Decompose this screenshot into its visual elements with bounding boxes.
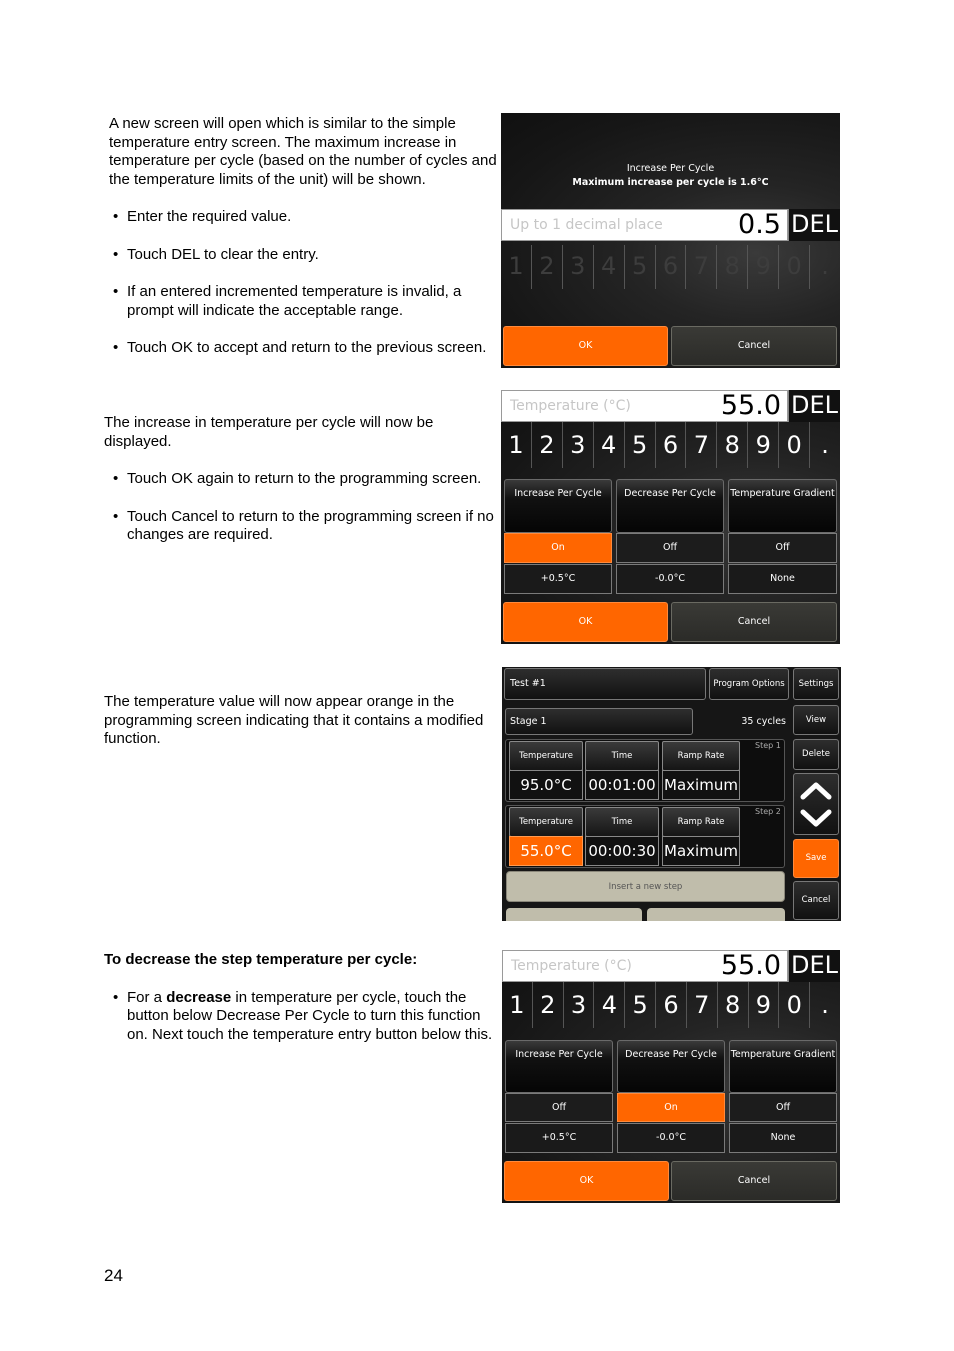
decrease-per-cycle-card bbox=[617, 1040, 725, 1093]
gradient-label: Temperature Gradient bbox=[730, 488, 835, 499]
increase-label: Increase Per Cycle bbox=[515, 1049, 603, 1060]
key-1[interactable]: 1 bbox=[501, 245, 532, 289]
ok-button[interactable]: OK bbox=[503, 602, 668, 642]
scroll-control bbox=[793, 773, 839, 835]
section2-bullets bbox=[104, 470, 494, 545]
key-7[interactable]: 7 bbox=[687, 982, 718, 1028]
key-7[interactable]: 7 bbox=[686, 245, 717, 289]
key-0[interactable]: 0 bbox=[779, 245, 810, 289]
gradient-label: Temperature Gradient bbox=[730, 1049, 836, 1060]
key-4[interactable]: 4 bbox=[594, 245, 625, 289]
increase-per-cycle-card bbox=[504, 479, 612, 533]
stage-name[interactable]: Stage 1 bbox=[505, 708, 693, 735]
temperature-placeholder: Temperature (°C) bbox=[510, 398, 631, 414]
key-dot[interactable]: . bbox=[821, 252, 829, 280]
scroll-up-icon[interactable] bbox=[794, 776, 838, 804]
step-2-time-header: Time bbox=[585, 807, 659, 837]
step-1-time-button[interactable]: 00:01:00 bbox=[585, 770, 659, 800]
bullet-bold: decrease bbox=[166, 988, 232, 1006]
section4-heading: To decrease the step temperature per cycle: bbox=[104, 951, 418, 968]
cancel-button[interactable]: Cancel bbox=[671, 1161, 837, 1201]
key-9[interactable]: 9 bbox=[748, 245, 779, 289]
section1-text bbox=[109, 115, 499, 358]
bullet-ok: • Touch OK to accept and return to the previous screen. bbox=[109, 339, 499, 358]
screen-decrease-options bbox=[502, 950, 840, 1203]
key-1[interactable]: 1 bbox=[501, 422, 532, 468]
step-2-label: Step 2 bbox=[755, 807, 781, 816]
delete-button[interactable]: Delete bbox=[793, 739, 839, 770]
increase-toggle[interactable]: Off bbox=[505, 1093, 613, 1122]
key-9[interactable]: 9 bbox=[748, 422, 779, 468]
del-button[interactable]: DEL bbox=[788, 390, 840, 422]
insert-step-button[interactable]: Insert a new step bbox=[506, 871, 785, 902]
decrease-toggle[interactable]: Off bbox=[616, 533, 724, 563]
section2-text bbox=[104, 414, 494, 545]
increase-placeholder: Up to 1 decimal place bbox=[510, 217, 663, 233]
increase-toggle[interactable]: On bbox=[504, 533, 612, 563]
increase-value-field[interactable] bbox=[501, 209, 788, 241]
increase-label: Increase Per Cycle bbox=[514, 488, 602, 499]
key-6[interactable]: 6 bbox=[656, 245, 687, 289]
partial-button-right[interactable] bbox=[647, 908, 785, 921]
key-6[interactable]: 6 bbox=[656, 982, 687, 1028]
increase-value: 0.5 bbox=[738, 209, 781, 240]
bullet-decrease bbox=[109, 989, 496, 1045]
key-3[interactable]: 3 bbox=[563, 422, 594, 468]
gradient-value-button[interactable]: None bbox=[729, 1123, 837, 1153]
section4-text bbox=[104, 951, 496, 1044]
cancel-button[interactable]: Cancel bbox=[671, 326, 837, 366]
key-2[interactable]: 2 bbox=[533, 982, 564, 1028]
bullet-rest: in temperature per cycle, touch the button below Decrease Per Cycle to turn this function on. Next touch the temperature entry button below this. bbox=[127, 988, 493, 1043]
key-8[interactable]: 8 bbox=[717, 422, 748, 468]
key-6[interactable]: 6 bbox=[656, 422, 687, 468]
increase-title: Increase Per Cycle bbox=[626, 163, 715, 174]
program-options-button[interactable]: Program Options bbox=[709, 668, 789, 700]
key-5[interactable]: 5 bbox=[625, 422, 656, 468]
key-2[interactable]: 2 bbox=[532, 422, 563, 468]
temperature-gradient-card bbox=[728, 479, 837, 533]
gradient-toggle[interactable]: Off bbox=[728, 533, 837, 563]
temperature-field[interactable] bbox=[501, 390, 788, 422]
temperature-field[interactable] bbox=[502, 950, 788, 982]
keypad-dim bbox=[501, 245, 840, 289]
step-2-temperature-header: Temperature bbox=[509, 807, 583, 837]
screen-increase-entry bbox=[501, 113, 840, 368]
screen-programming bbox=[502, 667, 841, 921]
key-5[interactable]: 5 bbox=[625, 245, 656, 289]
increase-value-button[interactable]: +0.5°C bbox=[504, 564, 612, 594]
step-1-ramp-header: Ramp Rate bbox=[662, 741, 740, 771]
increase-value-button[interactable]: +0.5°C bbox=[505, 1123, 613, 1153]
decrease-per-cycle-card bbox=[616, 479, 724, 533]
partial-button-left[interactable] bbox=[506, 908, 642, 921]
bullet-del: • Touch DEL to clear the entry. bbox=[109, 246, 499, 265]
temperature-gradient-card bbox=[729, 1040, 837, 1093]
increase-max-message: Maximum increase per cycle is 1.6°C bbox=[572, 177, 769, 188]
keypad bbox=[502, 982, 840, 1028]
cancel-button[interactable]: Cancel bbox=[793, 881, 839, 920]
key-5[interactable]: 5 bbox=[625, 982, 656, 1028]
settings-button[interactable]: Settings bbox=[793, 668, 839, 700]
step-2-ramp-header: Ramp Rate bbox=[662, 807, 740, 837]
key-9[interactable]: 9 bbox=[749, 982, 780, 1028]
cancel-button[interactable]: Cancel bbox=[671, 602, 837, 642]
view-button[interactable]: View bbox=[793, 705, 839, 735]
key-7[interactable]: 7 bbox=[686, 422, 717, 468]
ok-button[interactable]: OK bbox=[504, 1161, 669, 1201]
page-number: 24 bbox=[104, 1266, 123, 1285]
step-1-temperature-header: Temperature bbox=[509, 741, 583, 771]
temperature-placeholder: Temperature (°C) bbox=[511, 958, 632, 974]
key-1[interactable]: 1 bbox=[502, 982, 533, 1028]
key-dot[interactable]: . bbox=[821, 991, 829, 1019]
bullet-enter-value: • Enter the required value. bbox=[109, 208, 499, 227]
section3-text bbox=[104, 693, 494, 749]
stage-cycles: 35 cycles bbox=[741, 716, 786, 727]
key-8[interactable]: 8 bbox=[717, 245, 748, 289]
del-button[interactable]: DEL bbox=[788, 950, 840, 982]
key-3[interactable]: 3 bbox=[564, 982, 595, 1028]
section1-bullets bbox=[109, 208, 499, 358]
del-button[interactable]: DEL bbox=[788, 209, 840, 241]
key-0[interactable]: 0 bbox=[779, 982, 810, 1028]
gradient-value-button[interactable]: None bbox=[728, 564, 837, 594]
keypad bbox=[501, 422, 840, 468]
scroll-down-icon[interactable] bbox=[794, 805, 838, 833]
section3-intro: The temperature value will now appear orange in the programming screen indicating that it contains a modified function. bbox=[104, 693, 484, 747]
decrease-label: Decrease Per Cycle bbox=[624, 488, 716, 499]
step-1-ramp-button[interactable]: Maximum bbox=[662, 770, 740, 800]
increase-message bbox=[501, 162, 840, 190]
ok-button[interactable]: OK bbox=[503, 326, 668, 366]
step-1-temperature-button[interactable]: 95.0°C bbox=[509, 770, 583, 800]
decrease-toggle[interactable]: On bbox=[617, 1093, 725, 1122]
step-2-time-button[interactable]: 00:00:30 bbox=[585, 836, 659, 866]
step-1-time-header: Time bbox=[585, 741, 659, 771]
decrease-value-button[interactable]: -0.0°C bbox=[616, 564, 724, 594]
increase-per-cycle-card bbox=[505, 1040, 613, 1093]
gradient-toggle[interactable]: Off bbox=[729, 1093, 837, 1122]
key-0[interactable]: 0 bbox=[779, 422, 810, 468]
key-3[interactable]: 3 bbox=[563, 245, 594, 289]
key-2[interactable]: 2 bbox=[532, 245, 563, 289]
bullet-invalid: • If an entered incremented temperature is invalid, a prompt will indicate the acceptable range. bbox=[109, 283, 499, 320]
step-2-ramp-button[interactable]: Maximum bbox=[662, 836, 740, 866]
temperature-value: 55.0 bbox=[720, 390, 781, 421]
section4-bullets bbox=[104, 989, 496, 1045]
section2-intro: The increase in temperature per cycle will now be displayed. bbox=[104, 414, 434, 450]
step-1-label: Step 1 bbox=[755, 741, 781, 750]
save-button[interactable]: Save bbox=[793, 839, 839, 878]
temperature-value: 55.0 bbox=[720, 950, 781, 981]
bullet-ok-again: • Touch OK again to return to the programming screen. bbox=[109, 470, 494, 489]
decrease-value-button[interactable]: -0.0°C bbox=[617, 1123, 725, 1153]
key-8[interactable]: 8 bbox=[718, 982, 749, 1028]
bullet-cancel: • Touch Cancel to return to the programming screen if no changes are required. bbox=[109, 508, 494, 545]
screen-increase-options bbox=[501, 390, 840, 644]
bullet-prefix: For a bbox=[127, 988, 167, 1006]
program-name[interactable]: Test #1 bbox=[504, 668, 706, 700]
key-4[interactable]: 4 bbox=[594, 982, 625, 1028]
key-4[interactable]: 4 bbox=[594, 422, 625, 468]
key-dot[interactable]: . bbox=[821, 431, 829, 459]
step-2-temperature-button[interactable]: 55.0°C bbox=[509, 836, 583, 866]
decrease-label: Decrease Per Cycle bbox=[625, 1049, 717, 1060]
section1-intro: A new screen will open which is similar to the simple temperature entry screen. The maximum increase in temperature per cycle (based on the number of cycles and the temperature limits of the unit) will be shown. bbox=[109, 115, 497, 188]
